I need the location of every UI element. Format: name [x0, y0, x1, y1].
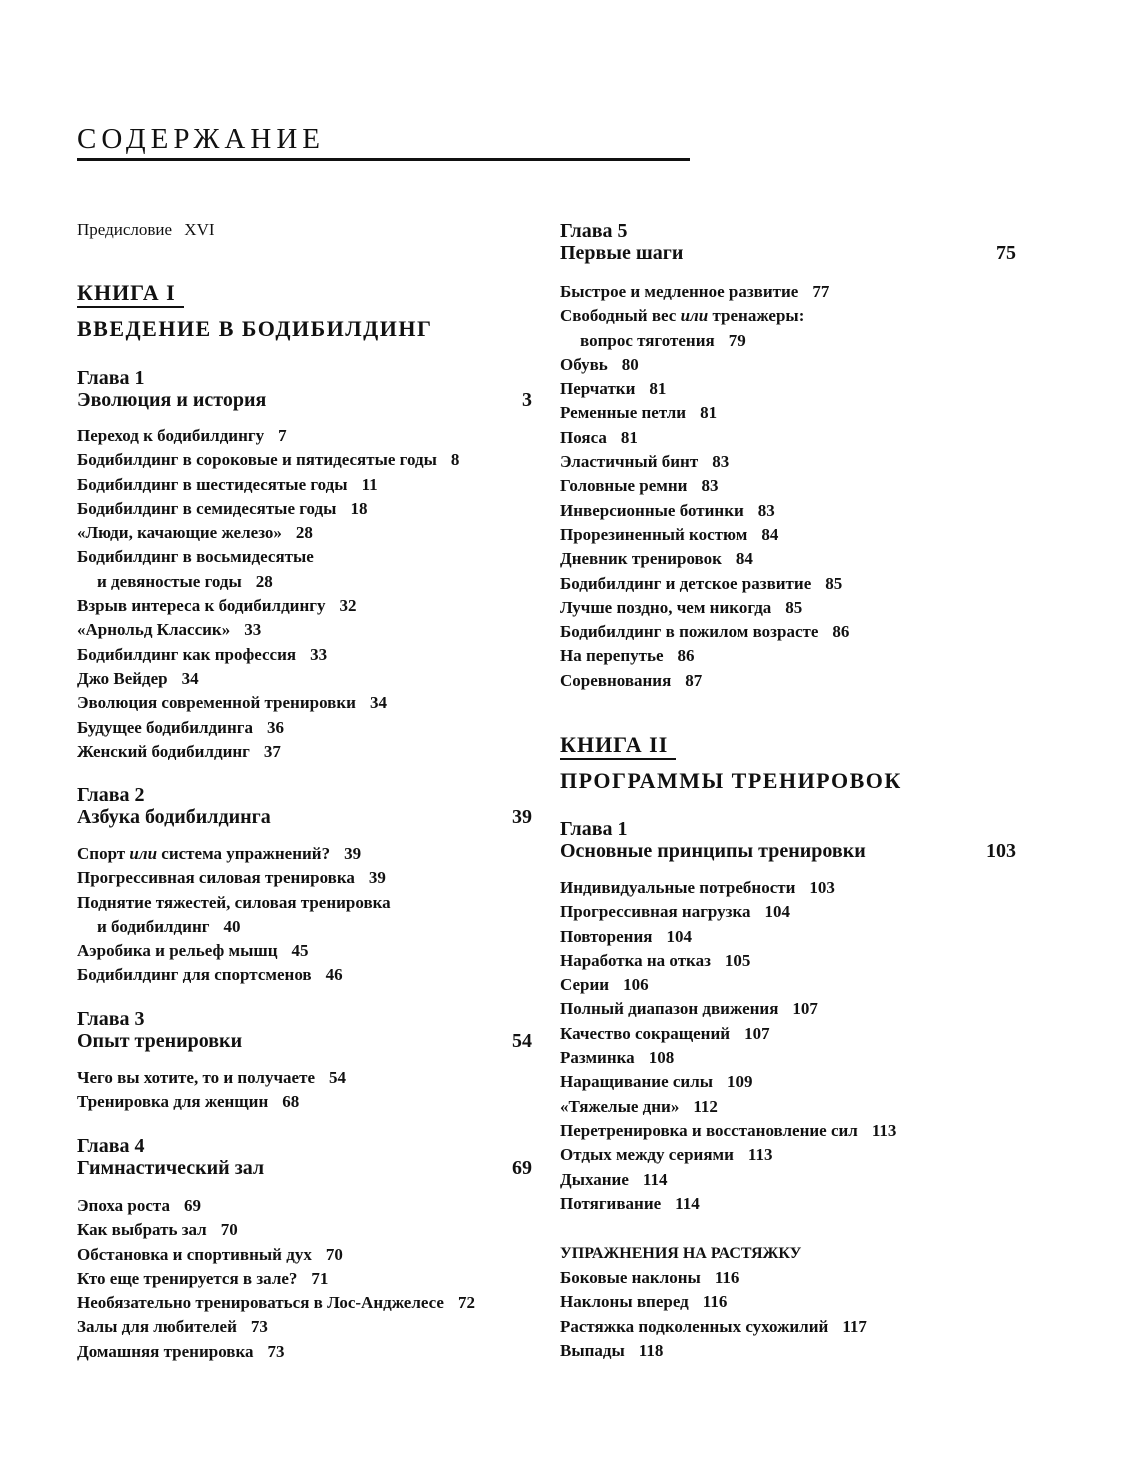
- toc-entry[interactable]: Боковые наклоны 116: [560, 1268, 740, 1287]
- toc-entry[interactable]: Дневник тренировок 84: [560, 549, 753, 569]
- chapter-title: Гимнастический зал: [77, 1157, 265, 1179]
- toc-entry[interactable]: Женский бодибилдинг 37: [77, 741, 281, 761]
- toc-entry[interactable]: Ременные петли 81: [560, 403, 718, 423]
- chapter-entries: [77, 1066, 346, 1115]
- toc-entry[interactable]: На перепутье 86: [560, 646, 695, 666]
- chapter-number: Глава 1: [77, 367, 145, 389]
- chapter-title: Опыт тренировки: [77, 1030, 243, 1052]
- preface-page: XVI: [184, 220, 215, 239]
- toc-entry[interactable]: Наращивание силы 109: [560, 1072, 753, 1092]
- toc-entry[interactable]: Отдых между сериями 113: [560, 1145, 773, 1165]
- page-title: СОДЕРЖАНИЕ: [77, 124, 690, 161]
- toc-entry[interactable]: Потягивание 114: [560, 1193, 700, 1213]
- chapter-heading[interactable]: [560, 818, 1016, 862]
- chapter-heading[interactable]: [77, 784, 532, 828]
- toc-entry[interactable]: Прогрессивная нагрузка 104: [560, 902, 791, 922]
- toc-entry[interactable]: «Арнольд Классик» 33: [77, 620, 262, 640]
- toc-entry[interactable]: Тренировка для женщин 68: [77, 1092, 300, 1112]
- toc-entry[interactable]: Поднятие тяжестей, силовая тренировка: [77, 892, 391, 912]
- chapter-title: Первые шаги: [560, 242, 684, 264]
- toc-entry[interactable]: Перчатки 81: [560, 379, 667, 399]
- toc-entry[interactable]: Чего вы хотите, то и получаете 54: [77, 1068, 346, 1087]
- book1-label: КНИГА I: [77, 280, 184, 308]
- chapter-number: Глава 2: [77, 784, 145, 806]
- book2-header: [560, 732, 902, 794]
- chapter-entries: [77, 1194, 475, 1364]
- toc-entry[interactable]: Бодибилдинг в шестидесятые годы 11: [77, 474, 378, 494]
- chapter-title: Основные принципы тренировки: [560, 840, 866, 862]
- book1-title: ВВЕДЕНИЕ В БОДИБИЛДИНГ: [77, 316, 433, 341]
- chapter-number: Глава 5: [560, 220, 628, 242]
- toc-entry[interactable]: Домашняя тренировка 73: [77, 1341, 285, 1361]
- toc-entry[interactable]: Наработка на отказ 105: [560, 950, 751, 970]
- chapter-page: 69: [512, 1157, 532, 1179]
- toc-entry[interactable]: Серии 106: [560, 975, 649, 995]
- toc-entry[interactable]: Индивидуальные потребности 103: [560, 878, 835, 897]
- toc-entry[interactable]: Бодибилдинг в восьмидесятые: [77, 547, 314, 567]
- subsection-entries: [560, 1266, 867, 1363]
- chapter-page: 54: [512, 1030, 532, 1052]
- book1-header: [77, 280, 432, 342]
- chapter-page: 39: [512, 806, 532, 828]
- toc-entry[interactable]: Бодибилдинг в семидесятые годы 18: [77, 498, 368, 518]
- chapter-title: Эволюция и история: [77, 389, 267, 411]
- toc-entry[interactable]: Бодибилдинг для спортсменов 46: [77, 965, 343, 985]
- chapter-heading[interactable]: [77, 1008, 532, 1052]
- chapter-page: 103: [986, 840, 1016, 862]
- chapter-entries: [77, 842, 391, 988]
- chapter-number: Глава 3: [77, 1008, 145, 1030]
- toc-entry-continuation[interactable]: вопрос тяготения 79: [580, 330, 746, 350]
- toc-entry[interactable]: Прорезиненный костюм 84: [560, 524, 779, 544]
- toc-entry[interactable]: «Люди, качающие железо» 28: [77, 523, 313, 543]
- chapter-number: Глава 4: [77, 1135, 145, 1157]
- toc-entry[interactable]: Свободный вес или тренажеры:: [560, 306, 805, 326]
- toc-entry[interactable]: Быстрое и медленное развитие 77: [560, 282, 830, 301]
- toc-entry[interactable]: Будущее бодибилдинга 36: [77, 717, 284, 737]
- toc-entry[interactable]: Качество сокращений 107: [560, 1023, 770, 1043]
- toc-entry[interactable]: Соревнования 87: [560, 670, 703, 690]
- book2-title: ПРОГРАММЫ ТРЕНИРОВОК: [560, 768, 902, 793]
- toc-entry[interactable]: Спорт или система упражнений? 39: [77, 844, 362, 863]
- toc-entry[interactable]: Прогрессивная силовая тренировка 39: [77, 868, 386, 888]
- toc-entry[interactable]: Бодибилдинг в сороковые и пятидесятые годы 8: [77, 450, 460, 470]
- toc-entry[interactable]: Взрыв интереса к бодибилдингу 32: [77, 596, 357, 616]
- preface-label: Предисловие: [77, 220, 173, 239]
- preface-entry[interactable]: [77, 218, 215, 242]
- toc-entry[interactable]: Залы для любителей 73: [77, 1317, 268, 1337]
- toc-entry[interactable]: Обстановка и спортивный дух 70: [77, 1244, 343, 1264]
- toc-entry[interactable]: Бодибилдинг как профессия 33: [77, 644, 328, 664]
- chapter-entries: [560, 280, 849, 693]
- toc-entry[interactable]: Переход к бодибилдингу 7: [77, 426, 287, 445]
- toc-entry[interactable]: Повторения 104: [560, 926, 692, 946]
- chapter-heading[interactable]: [77, 367, 532, 411]
- toc-entry[interactable]: Эпоха роста 69: [77, 1196, 201, 1215]
- toc-entry[interactable]: Разминка 108: [560, 1048, 675, 1068]
- toc-entry[interactable]: Полный диапазон движения 107: [560, 999, 818, 1019]
- toc-entry[interactable]: Аэробика и рельеф мышц 45: [77, 941, 309, 961]
- chapter-entries: [560, 876, 896, 1216]
- toc-entry[interactable]: Лучше поздно, чем никогда 85: [560, 597, 803, 617]
- toc-entry[interactable]: Джо Вейдер 34: [77, 668, 199, 688]
- toc-entry[interactable]: Обувь 80: [560, 354, 639, 374]
- toc-entry-continuation[interactable]: и девяностые годы 28: [97, 571, 273, 591]
- toc-entry[interactable]: Кто еще тренируется в зале? 71: [77, 1268, 329, 1288]
- toc-entry[interactable]: Головные ремни 83: [560, 476, 719, 496]
- toc-entry[interactable]: Как выбрать зал 70: [77, 1220, 238, 1240]
- chapter-title: Азбука бодибилдинга: [77, 806, 271, 828]
- toc-entry[interactable]: Бодибилдинг и детское развитие 85: [560, 573, 843, 593]
- chapter-entries: [77, 424, 459, 764]
- toc-entry[interactable]: Выпады 118: [560, 1340, 664, 1360]
- toc-entry[interactable]: Бодибилдинг в пожилом возрасте 86: [560, 622, 850, 642]
- toc-entry[interactable]: Инверсионные ботинки 83: [560, 500, 775, 520]
- toc-entry[interactable]: Наклоны вперед 116: [560, 1292, 728, 1312]
- toc-entry[interactable]: Дыхание 114: [560, 1169, 668, 1189]
- toc-entry[interactable]: Эластичный бинт 83: [560, 452, 730, 472]
- toc-entry[interactable]: Пояса 81: [560, 427, 638, 447]
- chapter-page: 3: [522, 389, 532, 411]
- chapter-heading[interactable]: [560, 220, 1016, 264]
- book2-label: КНИГА II: [560, 732, 676, 760]
- toc-entry[interactable]: Эволюция современной тренировки 34: [77, 693, 387, 713]
- toc-entry[interactable]: «Тяжелые дни» 112: [560, 1096, 718, 1116]
- toc-entry[interactable]: Растяжка подколенных сухожилий 117: [560, 1316, 867, 1336]
- subsection-title: УПРАЖНЕНИЯ НА РАСТЯЖКУ: [560, 1245, 802, 1262]
- chapter-page: 75: [996, 242, 1016, 264]
- chapter-number: Глава 1: [560, 818, 628, 840]
- toc-entry-continuation[interactable]: и бодибилдинг 40: [97, 916, 241, 936]
- toc-entry[interactable]: Перетренировка и восстановление сил 113: [560, 1120, 897, 1140]
- chapter-heading[interactable]: [77, 1135, 532, 1179]
- toc-entry[interactable]: Необязательно тренироваться в Лос-Анджелесе 72: [77, 1293, 475, 1313]
